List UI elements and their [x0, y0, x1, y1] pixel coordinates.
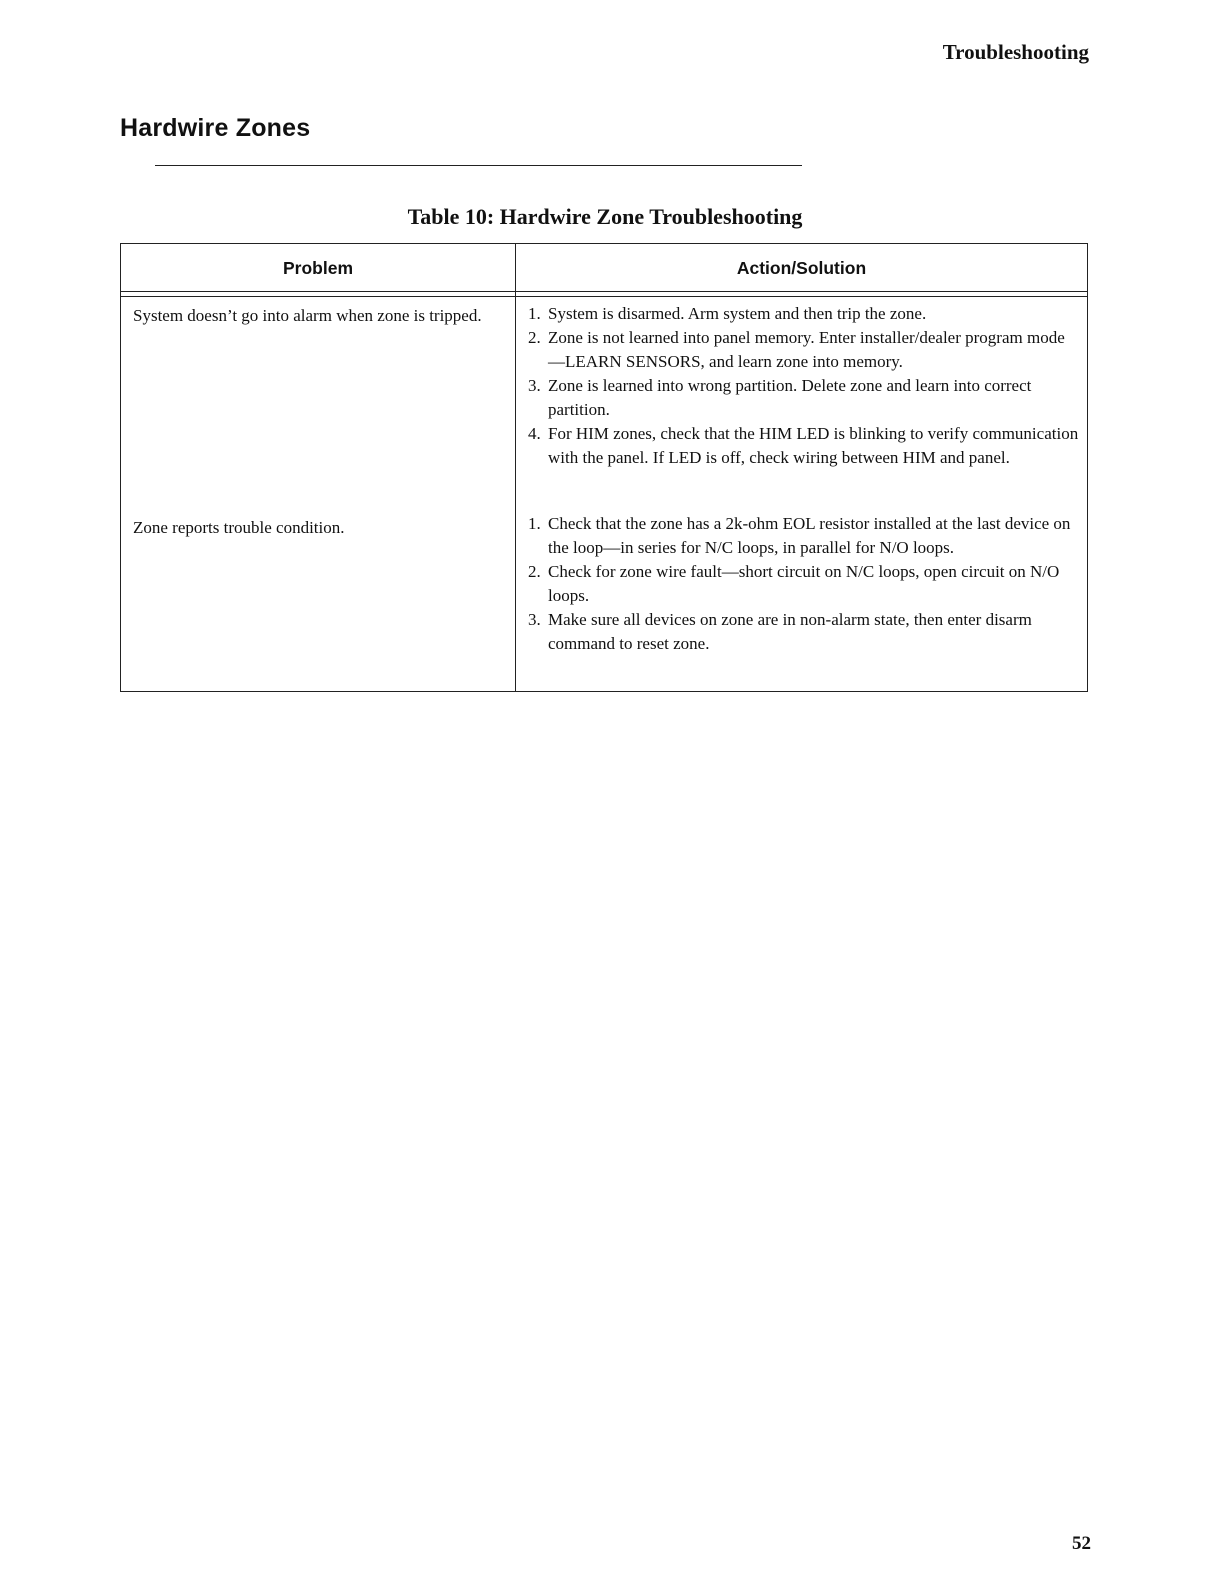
- action-item: [528, 560, 1080, 608]
- action-text: Zone is not learned into panel memory. Enter installer/dealer program mode—LEARN SENSORS, and learn zone into memory.: [548, 328, 1065, 371]
- action-item: [528, 302, 1080, 326]
- running-header: Troubleshooting: [942, 40, 1089, 64]
- action-list: [528, 512, 1080, 656]
- action-item: [528, 512, 1080, 560]
- action-number: 4.: [528, 424, 541, 443]
- problem-cell: System doesn’t go into alarm when zone is tripped.: [133, 306, 482, 325]
- header-rule-bottom: [121, 296, 1087, 297]
- action-item: [528, 422, 1080, 470]
- action-number: 2.: [528, 562, 541, 581]
- column-divider: [515, 244, 516, 691]
- action-text: Check that the zone has a 2k-ohm EOL resistor installed at the last device on the loop—in series for N/C loops, in parallel for N/O loops.: [548, 514, 1071, 557]
- action-item: [528, 374, 1080, 422]
- troubleshooting-table: [120, 243, 1088, 692]
- problem-cell: Zone reports trouble condition.: [133, 518, 345, 537]
- action-text: System is disarmed. Arm system and then trip the zone.: [548, 304, 927, 323]
- header-rule-top: [121, 291, 1087, 292]
- action-item: [528, 326, 1080, 374]
- action-number: 3.: [528, 610, 541, 629]
- action-number: 2.: [528, 328, 541, 347]
- action-number: 3.: [528, 376, 541, 395]
- column-header-problem: Problem: [282, 258, 354, 278]
- column-header-action-solution: Action/Solution: [736, 258, 867, 278]
- action-list: [528, 302, 1080, 470]
- action-text: Zone is learned into wrong partition. Delete zone and learn into correct partition.: [548, 376, 1032, 419]
- section-title-rule: [155, 165, 802, 166]
- section-title: Hardwire Zones: [120, 114, 311, 142]
- action-number: 1.: [528, 514, 541, 533]
- action-text: For HIM zones, check that the HIM LED is blinking to verify communication with the panel. If LED is off, check wiring between HIM and panel.: [548, 424, 1079, 467]
- action-text: Check for zone wire fault—short circuit on N/C loops, open circuit on N/O loops.: [548, 562, 1060, 605]
- table-caption: Table 10: Hardwire Zone Troubleshooting: [407, 204, 803, 229]
- action-number: 1.: [528, 304, 541, 323]
- action-text: Make sure all devices on zone are in non-alarm state, then enter disarm command to reset zone.: [548, 610, 1032, 653]
- action-item: [528, 608, 1080, 656]
- page-number: 52: [1072, 1533, 1091, 1554]
